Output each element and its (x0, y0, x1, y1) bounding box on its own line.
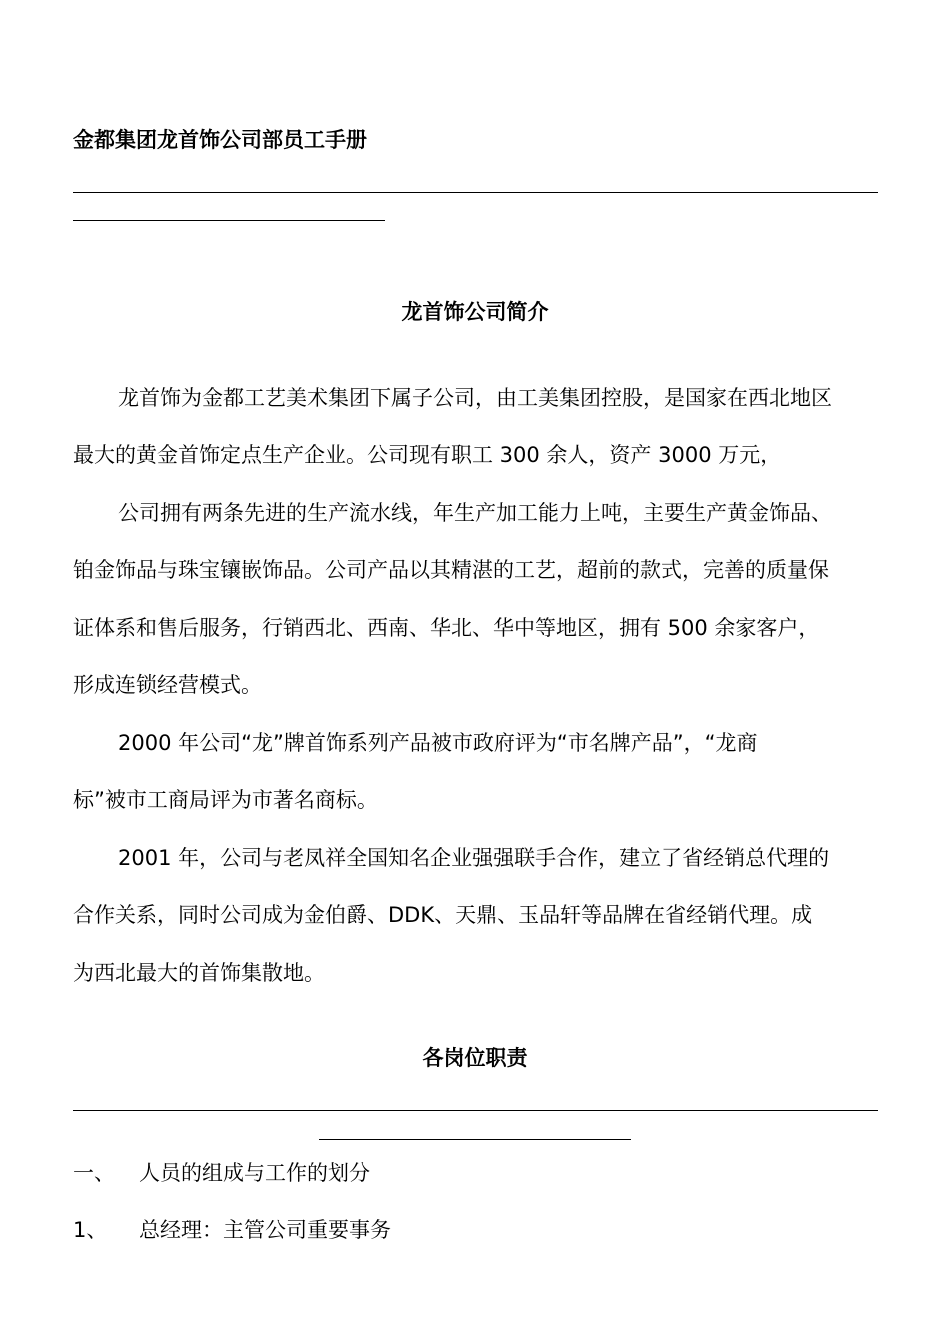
intro-line: 形成连锁经营模式。 (73, 673, 262, 697)
intro-line: 标”被市工商局评为市著名商标。 (73, 788, 378, 812)
intro-line: 为西北最大的首饰集散地。 (73, 961, 325, 985)
intro-line: 铂金饰品与珠宝镶嵌饰品。公司产品以其精湛的工艺，超前的款式，完善的质量保 (73, 558, 829, 582)
list-item-number: 一、 (73, 1161, 115, 1185)
duties-rule-short (319, 1139, 631, 1140)
intro-line: 公司拥有两条先进的生产流水线，年生产加工能力上吨，主要生产黄金饰品、 (118, 501, 832, 525)
list-item-text: 人员的组成与工作的划分 (139, 1161, 370, 1185)
intro-line: 2000 年公司“龙”牌首饰系列产品被市政府评为“市名牌产品”，“龙商 (118, 731, 758, 755)
duties-rule-long (73, 1110, 878, 1111)
intro-line: 最大的黄金首饰定点生产企业。公司现有职工 300 余人，资产 3000 万元， (73, 443, 782, 467)
document-title: 金都集团龙首饰公司部员工手册 (73, 128, 367, 152)
duties-heading: 各岗位职责 (422, 1046, 528, 1070)
intro-line: 2001 年，公司与老凤祥全国知名企业强强联手合作，建立了省经销总代理的 (118, 846, 830, 870)
intro-line: 龙首饰为金都工艺美术集团下属子公司，由工美集团控股，是国家在西北地区 (118, 386, 832, 410)
intro-line: 合作关系，同时公司成为金伯爵、DDK、天鼎、玉品轩等品牌在省经销代理。成 (73, 903, 813, 927)
list-item-number: 1、 (73, 1218, 108, 1242)
list-item-text: 总经理：主管公司重要事务 (139, 1218, 391, 1242)
title-rule-long (73, 192, 878, 193)
intro-line: 证体系和售后服务，行销西北、西南、华北、华中等地区，拥有 500 余家客户， (73, 616, 820, 640)
title-rule-short (73, 220, 385, 221)
intro-heading: 龙首饰公司简介 (401, 300, 549, 324)
